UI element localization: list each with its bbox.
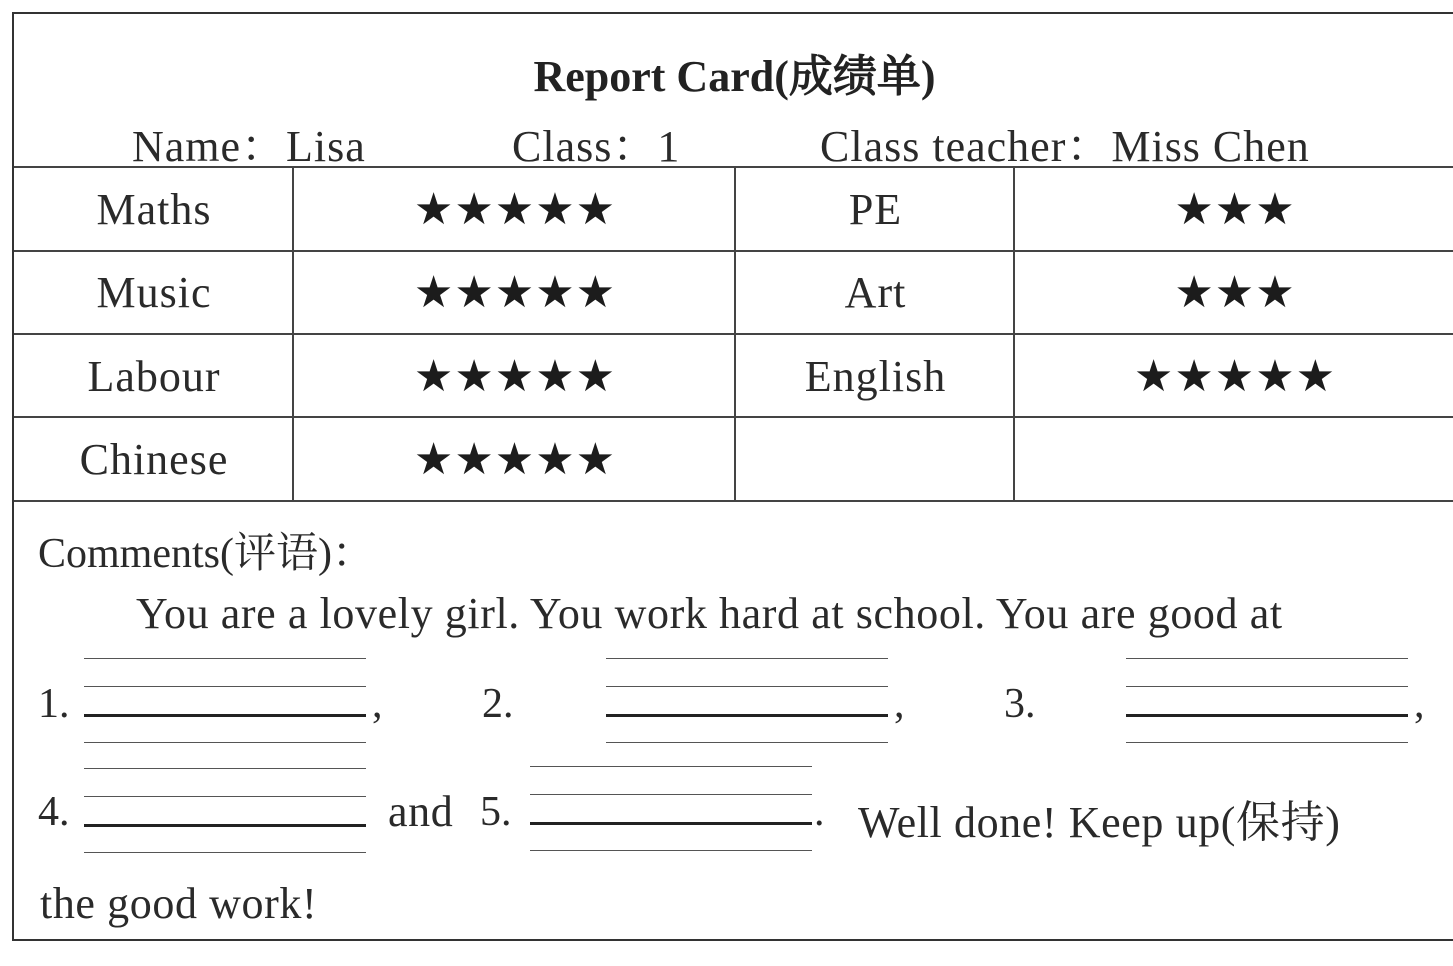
subject-maths: Maths [96, 185, 212, 234]
comma: , [894, 681, 905, 727]
empty-subject-cell [736, 418, 1015, 501]
blank-number-3: 3. [1004, 681, 1036, 727]
subject-chinese: Chinese [79, 435, 229, 484]
student-class: Class：1 [512, 122, 681, 171]
stars-art: ★★★ [1174, 267, 1296, 318]
blank-number-1: 1. [38, 681, 70, 727]
stars-maths: ★★★★★ [413, 184, 617, 235]
stars-pe: ★★★ [1174, 184, 1296, 235]
blank-number-2: 2. [482, 681, 514, 727]
stars-music: ★★★★★ [413, 267, 617, 318]
answer-blank-5[interactable] [530, 766, 812, 966]
student-name: Name：Lisa [132, 122, 366, 171]
comments-label: Comments(评语)： [38, 531, 374, 577]
report-card-title: Report Card(成绩单) [533, 52, 936, 101]
stars-labour: ★★★★★ [413, 351, 617, 402]
subject-english: English [804, 352, 947, 401]
subject-labour: Labour [87, 352, 221, 401]
empty-stars-cell [1015, 418, 1453, 501]
comment-sentence: You are a lovely girl. You work hard at school. You are good at [136, 589, 1283, 638]
and-text: and [388, 787, 454, 836]
report-card [12, 12, 1453, 941]
comma: , [372, 681, 383, 727]
stars-chinese: ★★★★★ [413, 434, 617, 485]
subject-art: Art [844, 268, 907, 317]
blank-number-4: 4. [38, 789, 70, 835]
blank-number-5: 5. [480, 789, 512, 835]
period: . [814, 789, 825, 835]
subject-pe: PE [848, 185, 903, 234]
stars-english: ★★★★★ [1133, 351, 1337, 402]
class-teacher: Class teacher：Miss Chen [820, 122, 1310, 171]
well-done-text: Well done! Keep up(保持) [858, 798, 1341, 847]
answer-blank-4[interactable] [84, 766, 366, 966]
closing-text: the good work! [40, 879, 318, 928]
comma: , [1414, 681, 1425, 727]
subject-music: Music [96, 268, 212, 317]
